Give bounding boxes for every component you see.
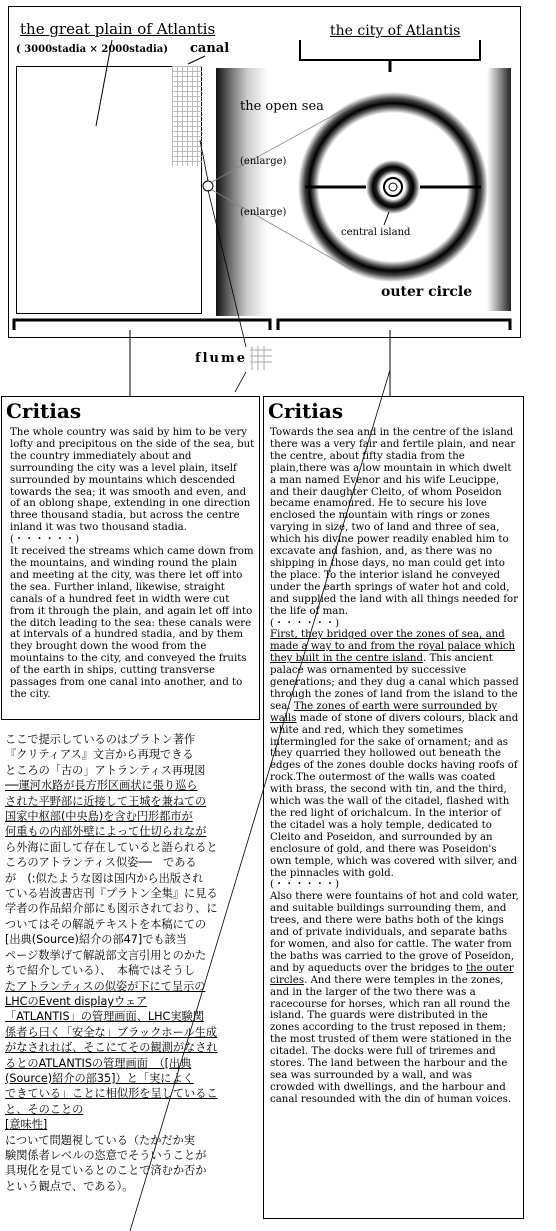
central-island-label: central island	[341, 227, 411, 238]
jp-line: できている」ことに相似形を呈しているこ	[5, 1087, 218, 1101]
enlarge-label: (enlarge)	[240, 156, 287, 167]
jp-line: という観点で、である）。	[5, 1179, 134, 1193]
japanese-commentary	[5, 732, 261, 1194]
jp-line: について問題視している（たかだか実	[5, 1133, 195, 1147]
jp-line: ている岩波書店刊『プラトン全集』に見る	[5, 887, 218, 901]
enlarge-label: (enlarge)	[240, 207, 287, 218]
jp-line: ちで紹介している）、 本稿ではそうし	[5, 964, 196, 978]
jp-line: 具現化を見ているとのことで済むか否か	[5, 1164, 207, 1178]
jp-line: が (:似たような図は国内から出版され	[5, 871, 204, 885]
open-sea-label: the open sea	[240, 99, 324, 114]
underlined-text: First, they bridged over the zones of sea, and made a way to and from the royal palace which they built in the centre island	[270, 629, 516, 665]
text: Also there were fountains of hot and cold water, and suitable buildings surrounding them, and trees, and there were baths both of the kings and of private individuals, and separate baths for women, and also for cattle. The water from the baths was carried to the grove of Poseidon, and by aqueducts over the bridges to	[270, 891, 519, 974]
jp-line: [意味性]	[5, 1118, 48, 1132]
jp-line: ──運河水路が長方形区画状に張り巡ら	[5, 779, 198, 793]
jp-line: 学者の作品紹介部にも図示されており、に	[5, 902, 218, 916]
ellipsis: (・・・・・・)	[270, 617, 340, 629]
ellipsis: (・・・・・・)	[270, 879, 340, 891]
jp-line: ここで提示しているのはプラトン著作	[5, 733, 196, 746]
jp-line: ところの「古の」アトランティス再現図	[5, 763, 206, 777]
paragraph: The whole country was said by him to be very lofty and precipitous on the side of the sea, but the country immediately about and surrounding the city was a level plain, itself surrounded by mountains which descended towards the sea; it was smooth and even, and of an oblong shape, extending in one direction three thousand stadia, but across the centre inland it was two thousand stadia.	[10, 427, 255, 534]
jp-line: (Source)紹介の部35]）と「実によく	[5, 1071, 194, 1085]
jp-line: された平野部に近接して王城を兼ねての	[5, 794, 207, 808]
jp-line: 「ATLANTIS」の管理画面、LHC実験関	[5, 1010, 204, 1024]
plain-dimensions: ( 3000stadia × 2000stadia)	[16, 44, 168, 55]
jp-line: [出典(Source)紹介の部47]でも該当	[5, 933, 187, 947]
underlined-text: the outer circles	[270, 962, 514, 986]
paragraph: Towards the sea and in the centre of the island there was a very fair and fertile plain, and near the centre, about fifty stadia from the plain,there was a low mountain in which dwelt a man named Evenor and his wife Leucippe, and their daughter Cleito, of whom Poseidon became enamoured. He to secure his love enclosed the mountain with rings or zones varying in size, two of land and three of sea, which his divine power readily enabled him to excavate and fashion, and, as there was no shipping in those days, no man could get into the place. To the interior island he conveyed under the earth springs of water hot and cold, and supplied the land with all things needed for the life of man.	[270, 427, 518, 617]
jp-line: ころのアトランティス似姿── である	[5, 856, 197, 870]
critias-text	[10, 427, 255, 701]
paragraph: It received the streams which came down from the mountains, and winding round the plain and meeting at the city, was there let off into the sea. Further inland, likewise, straight canals of a hundred feet in width were cut from it through the plain, and again let off into the ditch leading to the sea: these canals were at intervals of a hundred stadia, and by them they brought down the wood from the mountains to the city, and conveyed the fruits of the earth in ships, cutting transverse passages from one canal into another, and to the city.	[10, 546, 254, 700]
jp-line: と、そのことの	[5, 1102, 84, 1116]
jp-line: がなされれば、そこにてその観測がなされ	[5, 1041, 218, 1055]
jp-line: たアトランティスの似姿が下にて呈示の	[5, 979, 206, 993]
text: made of stone of divers colours, black and white and red, which they sometimes intermingled for the sake of ornament; and as they quarried they hollowed out beneath the edges of the zones double docks having roofs of rock.The outermost of the walls was coated with brass, the second with tin, and the third, which was the wall of the citadel, flashed with the red light of orichalcum. In the interior of the citadel was a holy temple, dedicated to Cleito and Poseidon, and surrounded by an enclosure of gold, and there was Poseidon's own temple, which was covered with silver, and the pinnacles with gold.	[270, 712, 519, 879]
jp-line: るとのATLANTISの管理画面 （[出典	[5, 1056, 192, 1070]
jp-line: 係者ら曰く「安全な」ブラックホール生成	[5, 1025, 218, 1039]
jp-line: LHCのEvent displayウェア	[5, 994, 148, 1008]
city-title: the city of Atlantis	[330, 23, 461, 39]
underlined-text: The zones of earth were surrounded by walls	[270, 700, 498, 724]
jp-line: ついてはその解説テキストを本稿にての	[5, 917, 207, 931]
paragraph	[270, 891, 519, 1105]
text: . And there were temples in the zones, and in the larger of the two there was a racecourse for horses, which ran all round the island. The guards were distributed in the zones according to the trust reposed in them; the most trusted of them were stationed in the citadel. The docks were full of triremes and stores. The land between the harbour and the sea was surrounded by a wall, and was crowded with dwellings, and the harbour and canal resounded with the din of human voices.	[270, 974, 512, 1105]
flume-label: flume	[195, 351, 248, 366]
jp-line: ページ数挙げて解説部文言引用とのかた	[5, 948, 207, 962]
inner-rings	[366, 160, 420, 214]
critias-quote-right	[263, 396, 524, 1219]
jp-line: 『クリティアス』文言から再現できる	[5, 748, 194, 762]
paragraph	[270, 629, 519, 879]
outer-circle-label: outer circle	[381, 284, 473, 300]
ellipsis: (・・・・・・)	[10, 534, 80, 546]
jp-line: ら外海に面して存在していると語られると	[5, 840, 218, 854]
text: . This ancient palace was ornamented by successive generations; and they dug a canal which passed through the zones of land from the island to the sea.	[270, 653, 519, 712]
canal-label: canal	[190, 41, 230, 56]
critias-title: Critias	[6, 399, 82, 423]
critias-quote-left	[1, 396, 260, 720]
jp-line: 何重もの内部外壁によって仕切られなが	[5, 825, 207, 839]
jp-line: 国家中枢部(中央島)を含む円形都市が	[5, 810, 193, 824]
plain-title: the great plain of Atlantis	[20, 20, 216, 38]
jp-line: 験関係者レベルの恣意でそういうことが	[5, 1148, 207, 1162]
critias-text	[270, 427, 519, 1106]
critias-title: Critias	[268, 399, 344, 423]
